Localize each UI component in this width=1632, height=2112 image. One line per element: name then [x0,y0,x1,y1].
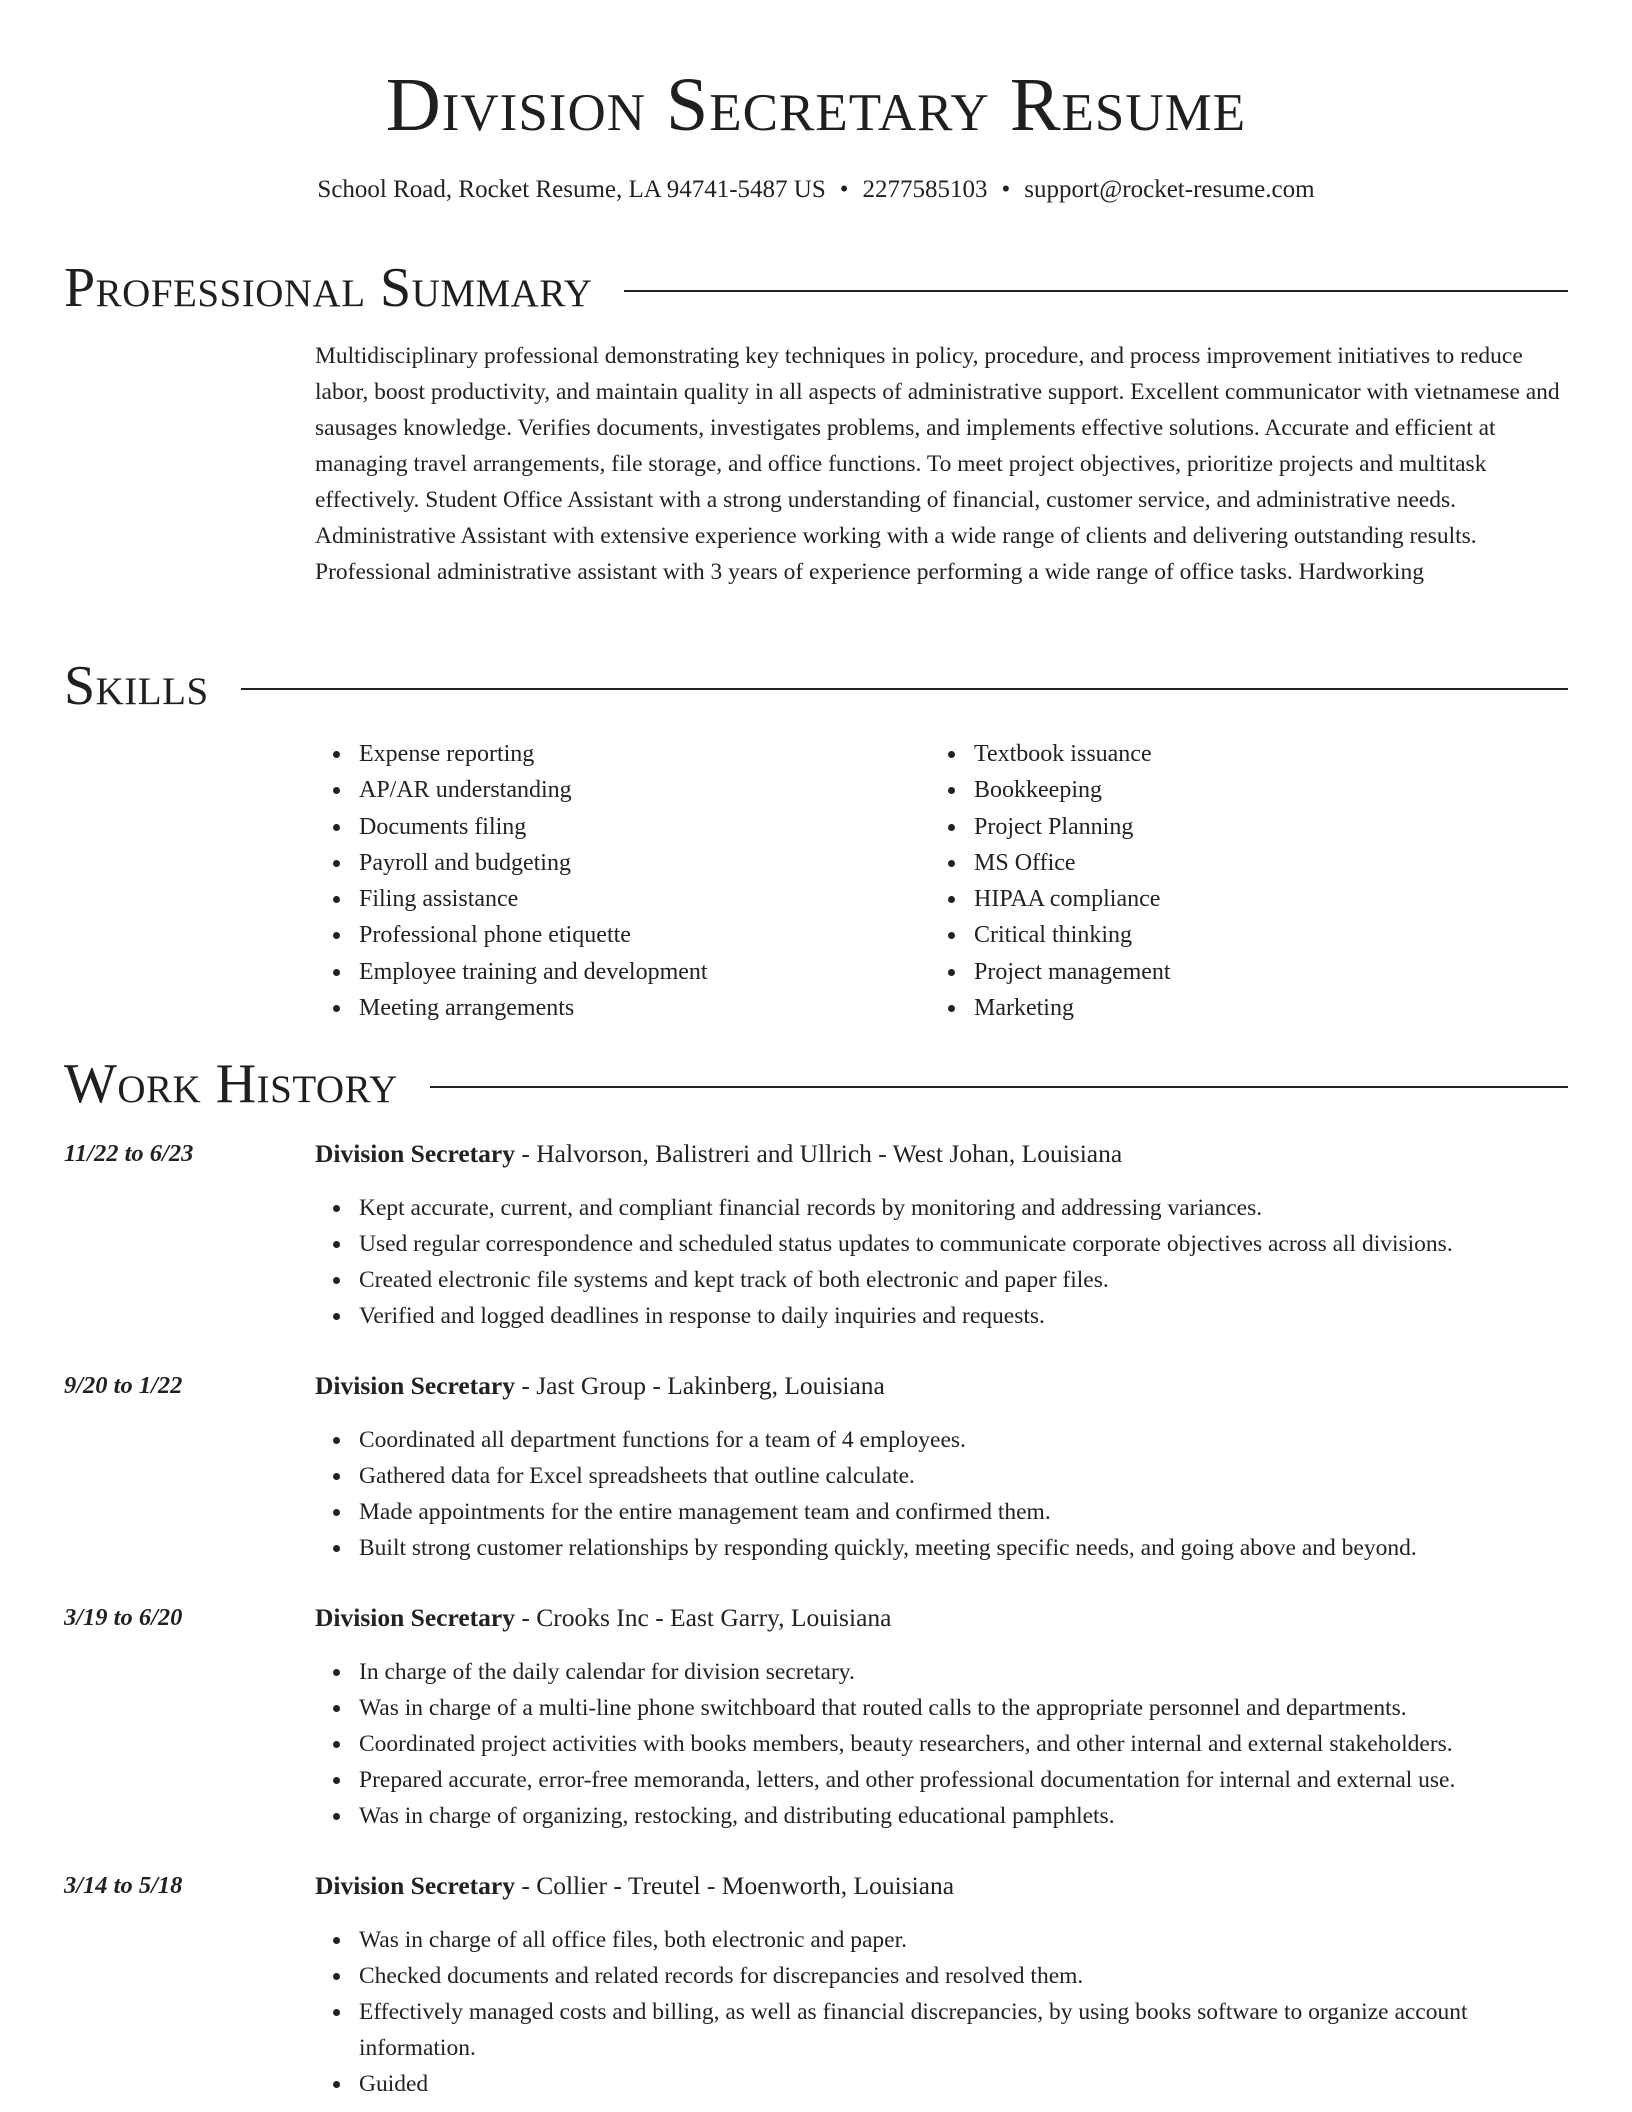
skill-item: Professional phone etiquette [359,917,708,953]
contact-separator: • [839,176,849,203]
section-title-skills: Skills [64,655,209,717]
job-bullet: Was in charge of organizing, restocking, and distributing educational pamphlets. [359,1798,1570,1834]
section-title-summary: Professional Summary [64,257,593,319]
job-bullets [315,1922,1570,2102]
job-employer: - Collier - Treutel - Moenworth, Louisiana [514,1871,955,1900]
section-divider [241,688,1568,690]
section-divider [430,1086,1568,1088]
skill-item: Filing assistance [359,881,708,917]
section-header-work-history [64,1049,1568,1119]
job-bullet: Used regular correspondence and scheduled status updates to communicate corporate objectives across all divisions. [359,1226,1570,1262]
job-bullet: Was in charge of all office files, both electronic and paper. [359,1922,1570,1958]
skill-item: Documents filing [359,809,708,845]
job-employer: - Crooks Inc - East Garry, Louisiana [514,1603,892,1632]
job-bullets [315,1654,1570,1834]
job-title: Division Secretary [315,1871,515,1900]
section-divider [624,290,1568,292]
job-title: Division Secretary [315,1371,515,1400]
job-bullets [315,1422,1570,1566]
section-title-work-history: Work History [64,1053,398,1115]
contact-separator: • [1001,176,1011,203]
job-bullet: In charge of the daily calendar for division secretary. [359,1654,1570,1690]
skill-item: Employee training and development [359,954,708,990]
job-bullet: Kept accurate, current, and compliant financial records by monitoring and addressing variances. [359,1190,1570,1226]
job-heading [315,1868,954,1904]
summary-text: Multidisciplinary professional demonstrating key techniques in policy, procedure, and process improvement initiatives to reduce labor, boost productivity, and maintain quality in all aspects of administrative support. Excellent communicator with vietnamese and sausages knowledge. Verifies documents, investigates problems, and implements effective solutions. Accurate and efficient at managing travel arrangements, file storage, and office functions. To meet project objectives, prioritize projects and multitask effectively. Student Office Assistant with a strong understanding of financial, customer service, and administrative needs. Administrative Assistant with extensive experience working with a wide range of clients and delivering outstanding results. Professional administrative assistant with 3 years of experience performing a wide range of office tasks. Hardworking [315,343,1560,585]
job-employer: - Halvorson, Balistreri and Ullrich - West Johan, Louisiana [514,1139,1123,1168]
contact-email: support@rocket-resume.com [1024,176,1315,203]
job-dates: 11/22 to 6/23 [64,1140,194,1167]
job-bullet: Coordinated project activities with books members, beauty researchers, and other internal and external stakeholders. [359,1726,1570,1762]
job-dates: 3/19 to 6/20 [64,1604,183,1631]
job-bullet: Coordinated all department functions for a team of 4 employees. [359,1422,1570,1458]
job-dates: 9/20 to 1/22 [64,1372,183,1399]
contact-address: School Road, Rocket Resume, LA 94741-5487 US [317,176,826,203]
skill-item: Project management [974,954,1171,990]
skill-item: Critical thinking [974,917,1171,953]
document-title: Division Secretary Resume [385,63,1247,147]
job-bullet: Verified and logged deadlines in response to daily inquiries and requests. [359,1298,1570,1334]
job-bullet: Built strong customer relationships by responding quickly, meeting specific needs, and going above and beyond. [359,1530,1570,1566]
job-bullet: Made appointments for the entire management team and confirmed them. [359,1494,1570,1530]
job-heading [315,1600,891,1636]
job-bullet: Gathered data for Excel spreadsheets that outline calculate. [359,1458,1570,1494]
skill-item: Textbook issuance [974,736,1171,772]
skill-item: Marketing [974,990,1171,1026]
skill-item: Project Planning [974,809,1171,845]
skill-item: Bookkeeping [974,772,1171,808]
skill-item: AP/AR understanding [359,772,708,808]
skill-item: HIPAA compliance [974,881,1171,917]
job-bullet: Prepared accurate, error-free memoranda, letters, and other professional documentation for internal and external use. [359,1762,1570,1798]
skill-item: Payroll and budgeting [359,845,708,881]
job-title: Division Secretary [315,1139,515,1168]
skill-item: Meeting arrangements [359,990,708,1026]
job-bullet: Checked documents and related records for discrepancies and resolved them. [359,1958,1570,1994]
skills-list-right [930,736,1171,1026]
job-dates: 3/14 to 5/18 [64,1872,183,1899]
job-heading [315,1136,1122,1172]
contact-line [0,172,1632,208]
job-bullets [315,1190,1570,1334]
job-bullet: Created electronic file systems and kept track of both electronic and paper files. [359,1262,1570,1298]
job-employer: - Jast Group - Lakinberg, Louisiana [514,1371,885,1400]
skill-item: Expense reporting [359,736,708,772]
contact-phone: 2277585103 [862,176,988,203]
job-heading [315,1368,885,1404]
job-title: Division Secretary [315,1603,515,1632]
section-header-skills [64,651,1568,721]
section-header-summary [64,253,1568,323]
job-bullet: Guided [359,2066,1570,2102]
skills-list-left [315,736,708,1026]
skill-item: MS Office [974,845,1171,881]
job-bullet: Effectively managed costs and billing, as well as financial discrepancies, by using books software to organize account information. [359,1994,1570,2066]
job-bullet: Was in charge of a multi-line phone switchboard that routed calls to the appropriate personnel and departments. [359,1690,1570,1726]
